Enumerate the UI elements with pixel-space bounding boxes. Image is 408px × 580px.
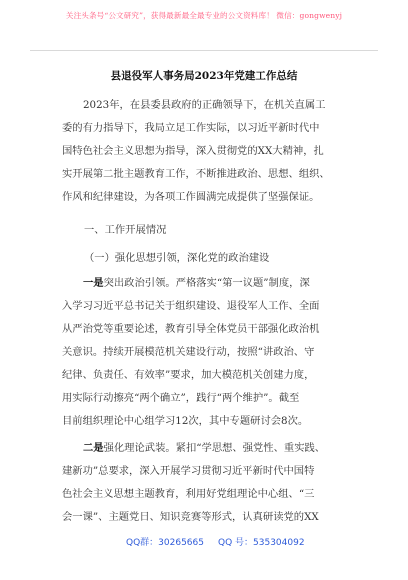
paragraph-line-rest: 突出政治引领。严格落实“第一议题”制度，深 (103, 277, 310, 289)
header-banner: 关注头条号“公文研究”，获得最新最全最专业的公文资料库！ 微信：gongwenyj (65, 11, 343, 20)
section-heading: 一、工作开展情况 (84, 224, 167, 236)
paragraph-line: 会一课”、主题党日、知识竞赛等形式，认真研读党的XX (62, 511, 319, 523)
paragraph-line (62, 272, 348, 295)
intro-line: 作风和纪律建设，为各项工作圆满完成提供了坚强保证。 (62, 191, 320, 203)
paragraph-theory-armament (62, 437, 348, 529)
paragraph-lead: 二是 (83, 442, 104, 454)
paragraph-line-rest: 强化理论武装。紧扣“学思想、强党性、重实践、 (103, 442, 326, 454)
subsection-heading: （一）强化思想引领，深化党的政治建设 (84, 252, 270, 264)
intro-line: 国特色社会主义思想为指导，深入贯彻党的XX大精神，扎 (62, 145, 324, 157)
footer-contact (0, 535, 408, 549)
paragraph-line: 建新功”总要求，深入开展学习贯彻习近平新时代中国特 (62, 465, 315, 477)
intro-line: 2023年，在县委县政府的正确领导下，在机关直属工 (83, 99, 326, 111)
paragraph-political-guidance (62, 272, 348, 433)
intro-paragraph (62, 94, 348, 209)
intro-line: 委的有力指导下，我局立足工作实际，以习近平新时代中 (62, 122, 320, 134)
document-title: 县退役军人事务局2023年党建工作总结 (110, 70, 298, 82)
paragraph-line: 纪律、负责任、有效率”要求，加大模范机关创建力度， (62, 369, 315, 381)
header-divider (30, 50, 378, 51)
paragraph-line: 入学习习近平总书记关于组织建设、退役军人工作、全面 (62, 300, 320, 312)
paragraph-line: 从严治党等重要论述，教育引导全体党员干部强化政治机 (62, 323, 320, 335)
paragraph-line: 色社会主义思想主题教育，利用好党组理论中心组、“三 (62, 488, 315, 500)
paragraph-line (62, 437, 348, 460)
paragraph-line: 用实际行动擦亮“两个确立”，践行“两个维护”。截至 (62, 392, 300, 404)
paragraph-line: 关意识。持续开展模范机关建设行动，按照“讲政治、守 (62, 346, 315, 358)
paragraph-lead: 一是 (83, 277, 104, 289)
qq-number: QQ 号：535304092 (218, 538, 305, 548)
intro-line: 实开展第二批主题教育工作，不断推进政治、思想、组织、 (62, 168, 330, 180)
paragraph-line: 目前组织理论中心组学习12次，其中专题研讨会8次。 (62, 415, 309, 427)
qq-group: QQ群：30265665 (126, 538, 204, 548)
